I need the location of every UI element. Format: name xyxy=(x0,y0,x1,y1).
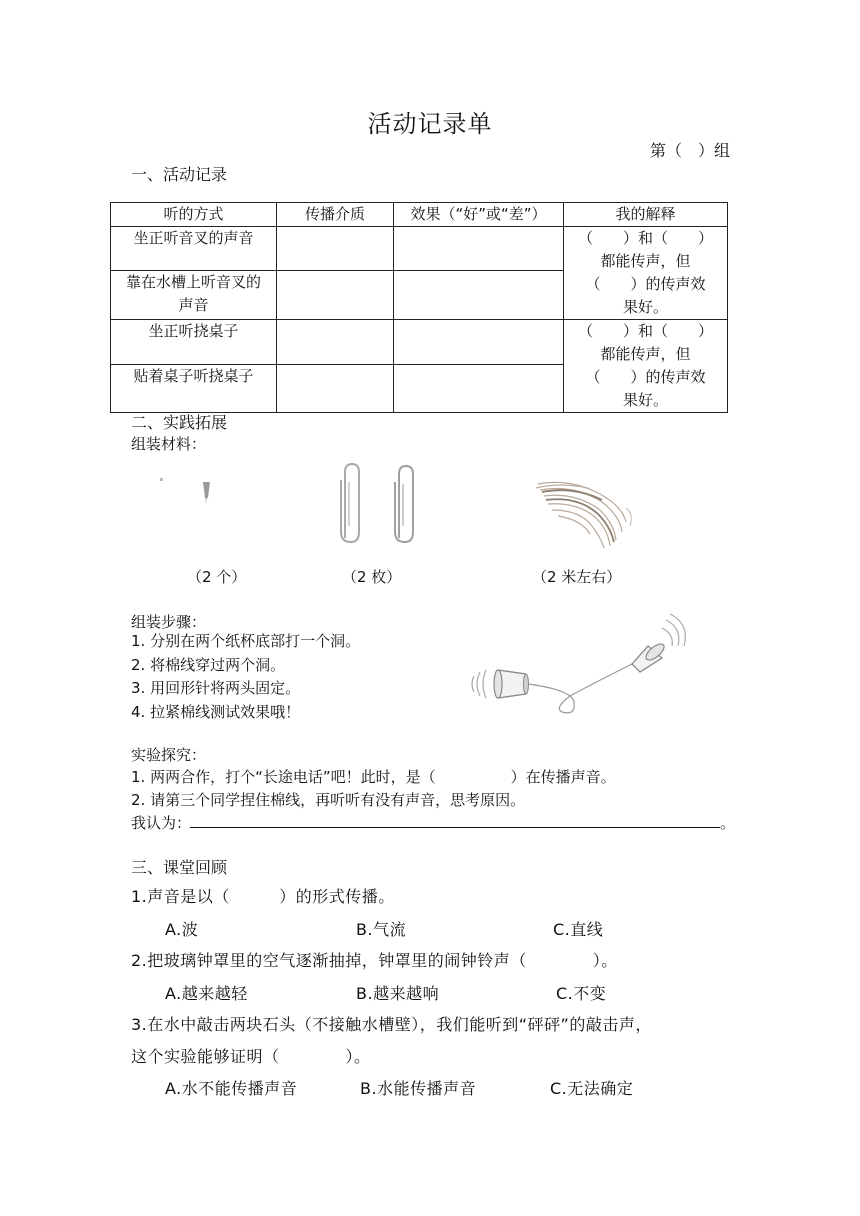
explanation-line: （ ）和（ ） xyxy=(577,229,713,247)
section3-heading: 三、课堂回顾 xyxy=(131,858,228,877)
medium-input-cell[interactable] xyxy=(277,320,394,365)
medium-input-cell[interactable] xyxy=(277,227,394,271)
explanation-line: 果好。 xyxy=(622,298,668,316)
activity-record-table xyxy=(110,202,728,413)
explanation-line: 都能传声，但 xyxy=(600,252,691,270)
question-3-option-b[interactable]: B.水能传播声音 xyxy=(360,1079,477,1098)
table-header-row xyxy=(111,203,728,227)
steps-label: 组装步骤： xyxy=(131,613,207,631)
list-item: 1. 分别在两个纸杯底部打一个洞。 xyxy=(131,632,361,650)
explore-label: 实验探究： xyxy=(131,746,207,764)
material-caption: （2 枚） xyxy=(342,568,402,586)
table-header-cell: 我的解释 xyxy=(564,203,728,227)
listen-method-cell: 贴着桌子听挠桌子 xyxy=(111,364,277,412)
conclusion-end-mark: 。 xyxy=(720,814,736,832)
table-header-cell: 听的方式 xyxy=(111,203,277,227)
medium-input-cell[interactable] xyxy=(277,364,394,412)
section2-heading: 二、实践拓展 xyxy=(131,413,228,432)
question-3-option-a[interactable]: A.水不能传播声音 xyxy=(165,1079,298,1098)
list-item: 4. 拉紧棉线测试效果哦！ xyxy=(131,702,301,721)
question-3-option-c[interactable]: C.无法确定 xyxy=(550,1079,634,1098)
cotton-thread-icon xyxy=(530,474,640,554)
question-3-text: 3.在水中敲击两块石头（不接触水槽壁），我们能听到“砰砰”的敲击声， xyxy=(131,1015,652,1034)
medium-input-cell[interactable] xyxy=(277,271,394,320)
page-title: 活动记录单 xyxy=(367,110,493,138)
question-1-option-a[interactable]: A.波 xyxy=(165,920,199,939)
effect-input-cell[interactable] xyxy=(394,271,564,320)
group-number-label: 第（ ）组 xyxy=(649,141,730,160)
assembly-steps-list xyxy=(131,630,360,724)
listen-method-cell: 坐正听挠桌子 xyxy=(111,320,277,365)
explanation-line: （ ）的传声效 xyxy=(585,368,706,386)
effect-input-cell[interactable] xyxy=(394,227,564,271)
question-3-text-cont: 这个实验能够证明（ ）。 xyxy=(131,1047,371,1066)
table-header-cell: 传播介质 xyxy=(277,203,394,227)
explore-item: 1. 两两合作，打个“长途电话”吧！此时，是（ ）在传播声音。 xyxy=(131,768,616,786)
materials-label: 组装材料： xyxy=(131,435,207,453)
material-caption: （2 个） xyxy=(187,568,247,586)
explanation-line: （ ）的传声效 xyxy=(585,275,706,293)
question-2-option-a[interactable]: A.越来越轻 xyxy=(165,984,248,1003)
question-1-option-b[interactable]: B.气流 xyxy=(356,920,407,939)
listen-method-cell: 坐正听音叉的声音 xyxy=(111,227,277,271)
question-2-option-c[interactable]: C.不变 xyxy=(556,984,607,1003)
table-row xyxy=(111,227,728,271)
effect-input-cell[interactable] xyxy=(394,320,564,365)
explore-item: 2. 请第三个同学捏住棉线，再听听有没有声音，思考原因。 xyxy=(131,791,526,809)
question-2-option-b[interactable]: B.越来越响 xyxy=(356,984,440,1003)
paper-cup-icon xyxy=(150,470,230,550)
explanation-line: 都能传声，但 xyxy=(600,345,691,363)
table-header-cell: 效果（“好”或“差”） xyxy=(394,203,564,227)
effect-input-cell[interactable] xyxy=(394,364,564,412)
table-row xyxy=(111,320,728,365)
explanation-cell[interactable] xyxy=(564,320,728,413)
material-caption: （2 米左右） xyxy=(532,568,622,586)
explanation-cell[interactable] xyxy=(564,227,728,320)
question-1-text: 1.声音是以（ ）的形式传播。 xyxy=(131,887,395,906)
list-item: 2. 将棉线穿过两个洞。 xyxy=(131,655,286,674)
cup-telephone-icon xyxy=(462,612,692,722)
explanation-line: （ ）和（ ） xyxy=(577,322,713,340)
question-1-option-c[interactable]: C.直线 xyxy=(553,920,604,939)
question-2-text: 2.把玻璃钟罩里的空气逐渐抽掉，钟罩里的闹钟铃声（ ）。 xyxy=(131,951,618,970)
conclusion-label: 我认为： xyxy=(131,814,192,832)
section1-heading: 一、活动记录 xyxy=(131,165,228,184)
listen-method-cell: 靠在水槽上听音叉的声音 xyxy=(111,271,277,320)
paperclip-icon xyxy=(325,460,425,550)
explanation-line: 果好。 xyxy=(622,391,668,409)
list-item: 3. 用回形针将两头固定。 xyxy=(131,679,301,697)
conclusion-answer-line[interactable] xyxy=(190,827,720,828)
